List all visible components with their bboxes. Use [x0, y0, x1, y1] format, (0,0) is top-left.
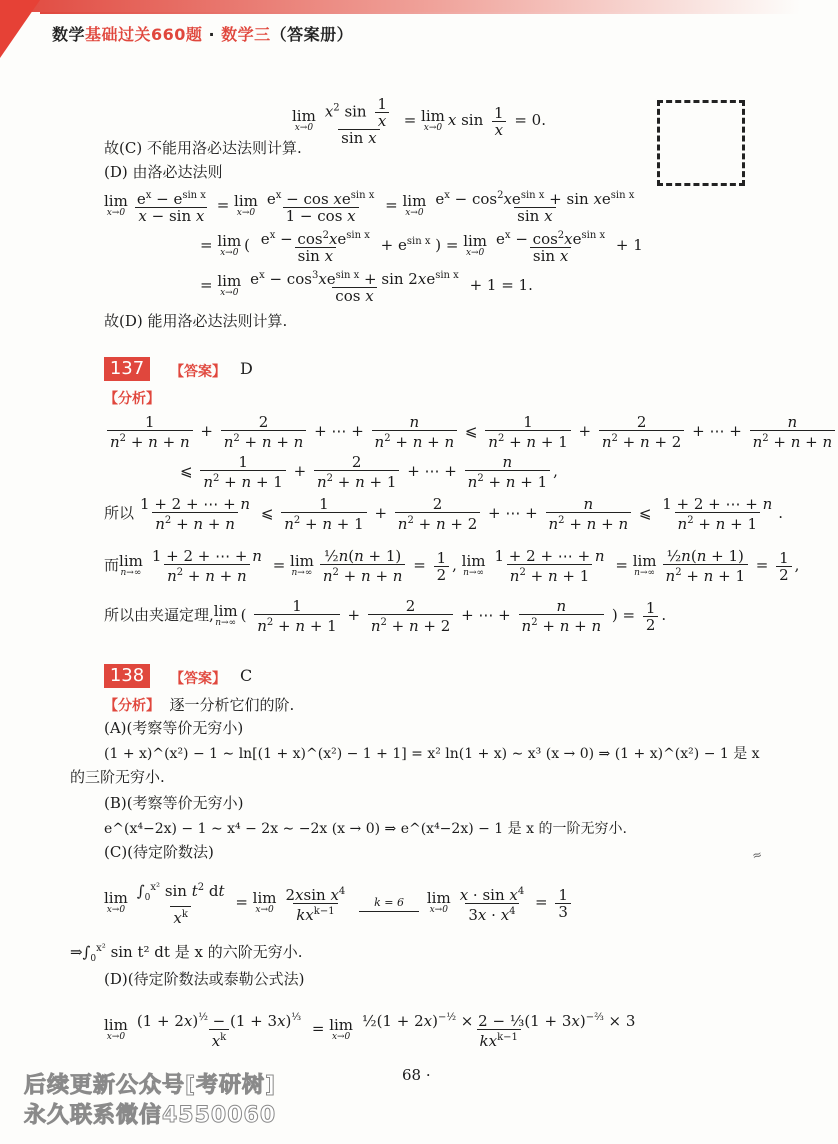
watermark-line2: 永久联系微信4550060 [24, 1103, 277, 1128]
pencil-mark: ≈ [750, 846, 764, 864]
text-a-tail: 的三阶无穷小. [70, 768, 165, 786]
answer-label: 【答案】 [170, 364, 226, 380]
answer-value: C [240, 666, 253, 685]
text-a-heading: (A)(考察等价无穷小) [104, 719, 244, 737]
question-number-badge: 138 [104, 664, 150, 688]
formula-137-so: 所以 $\frac{1 + 2 + \cdots + n}{n^2 + n + n}$ ⩽ $\frac{1}{n^2 + n + 1}$ + $\frac{2}{n^2 + n + 2}$ + ⋯ + $\frac{n}{n^2 + n + n}$ ⩽ $\frac{1 + 2 + \cdots + n}{n^2 + n + 1}$ . [104, 495, 784, 533]
formula-137-squeeze: 所以由夹逼定理, lim n→∞ ( $\frac{1}{n^2 + n + 1}$ + $\frac{2}{n^2 + n + 2}$ + ⋯ + $\frac{n}{n^2 + n + n}$ ) = $\frac{1}{2}$ . [104, 597, 667, 635]
formula-d-step3: = lim x→0 $\frac{e^x - \cos^3xe^{sin x} + \sin 2xe^{sin x}}{\text{cos x}}$ + 1 = 1. [200, 270, 533, 305]
formula-d-step1: lim x→0 $\frac{e^x - e^{sin x}}{\text{x − sin x}}$ = lim x→0 $\frac{e^x - \cos xe^{sin x}}{\text{1 − cos x}}$ = lim x→0 $\frac{e^x - \cos^2xe^{sin x} + \sin xe^{sin x}}{\text{sin x}}$ [104, 190, 635, 225]
formula-c-limit: lim x→0 $x^2$ sin $\frac{1}{x}$ sin x = lim x→0 x sin $\frac{1}{x}$ = 0. [292, 95, 546, 147]
formula-d-order: lim x→0 $\frac{(1 + 2x)^{\frac{1}{2}} - (1 + 3x)^{\frac{1}{3}}}{x^k}$ = lim x→0 $\frac{\frac{1}{2}(1 + 2x)^{-\frac{1}{2}} \times 2 - \frac{1}{3}(1 + 3x)^{-\frac{2}{3}} \times 3}{kx^{k-1}}$ [104, 1012, 636, 1050]
formula-d-step2: = lim x→0 ( $\frac{e^x - \cos^2xe^{sin x}}{\text{sin x}}$ + $e^{sin x}$ ) = lim x→0 $\frac{e^x - \cos^2xe^{sin x}}{\text{sin x}}$ + 1 [200, 230, 643, 265]
running-header: 数学基础过关660题 · 数学三（答案册） [52, 25, 354, 44]
formula-c-order: lim x→0 $\frac{\int_0^{x^2} \sin t^2 dt}{x^k}$ = lim x→0 $\frac{2xsin x^4}{kx^{k-1}}$ k = 6 lim x→0 $\frac{x \cdot \sin x^4}{3x \cdot x^4}$ = $\frac{1}{3}$ [104, 880, 574, 926]
watermark-line1: 后续更新公众号[考研树] [24, 1073, 277, 1098]
answer-label: 【答案】 [170, 671, 226, 687]
text-c-tail: $\Rightarrow\int_0^{x^2}$ sin t² dt 是 x 的六阶无穷小. [70, 943, 303, 964]
formula-137-ineq1: $\frac{1}{n^2 + n + n}$ + $\frac{2}{n^2 + n + n}$ + ⋯ + $\frac{n}{n^2 + n + n}$ ⩽ $\frac{1}{n^2 + n + 1}$ + $\frac{2}{n^2 + n + 2}$ + ⋯ + $\frac{n}{n^2 + n + n}$ [104, 414, 838, 450]
page-number: 68 · [402, 1066, 431, 1084]
text-d-heading: (D)(待定阶数法或泰勒公式法) [104, 970, 305, 988]
qr-code-placeholder [657, 100, 745, 186]
header-rule [40, 12, 800, 14]
header-corner-triangle [0, 0, 40, 58]
formula-137-limits: 而 lim n→∞ $\frac{1 + 2 + \cdots + n}{n^2 + n + n}$ = lim n→∞ $\frac{\text{½n(n + 1)}}{n^2 + n + n}$ = $\frac{1}{2}$ , lim n→∞ $\frac{1 + 2 + \cdots + n}{n^2 + n + 1}$ = lim n→∞ $\frac{\text{½n(n + 1)}}{n^2 + n + 1}$ = $\frac{1}{2}$ , [104, 547, 800, 585]
header-band [0, 0, 800, 12]
formula-a: (1 + x)^(x²) − 1 ∼ ln[(1 + x)^(x²) − 1 + 1] = x² ln(1 + x) ∼ x³ (x → 0) ⇒ (1 + x)^(x²) − 1 是 x [104, 746, 760, 762]
analysis-138: 【分析】 逐一分析它们的阶. [104, 696, 295, 714]
question-number-badge: 137 [104, 357, 150, 381]
formula-137-ineq2: ⩽ $\frac{1}{n^2 + n + 1}$ + $\frac{2}{n^2 + n + 1}$ + ⋯ + $\frac{n}{n^2 + n + 1}$ , [180, 453, 558, 491]
text-b-heading: (B)(考察等价无穷小) [104, 794, 244, 812]
analysis-label: 【分析】 [104, 391, 160, 407]
text-d-conclusion: 故(D) 能用洛必达法则计算. [104, 312, 288, 330]
formula-b: e^(x⁴−2x) − 1 ∼ x⁴ − 2x ∼ −2x (x → 0) ⇒ e^(x⁴−2x) − 1 是 x 的一阶无穷小. [104, 821, 627, 837]
answer-value: D [240, 359, 253, 378]
analysis-label: 【分析】 [104, 698, 160, 714]
text-d-intro: (D) 由洛必达法则 [104, 163, 223, 181]
text-c-heading: (C)(待定阶数法) [104, 843, 214, 861]
text-c-conclusion: 故(C) 不能用洛必达法则计算. [104, 139, 302, 157]
